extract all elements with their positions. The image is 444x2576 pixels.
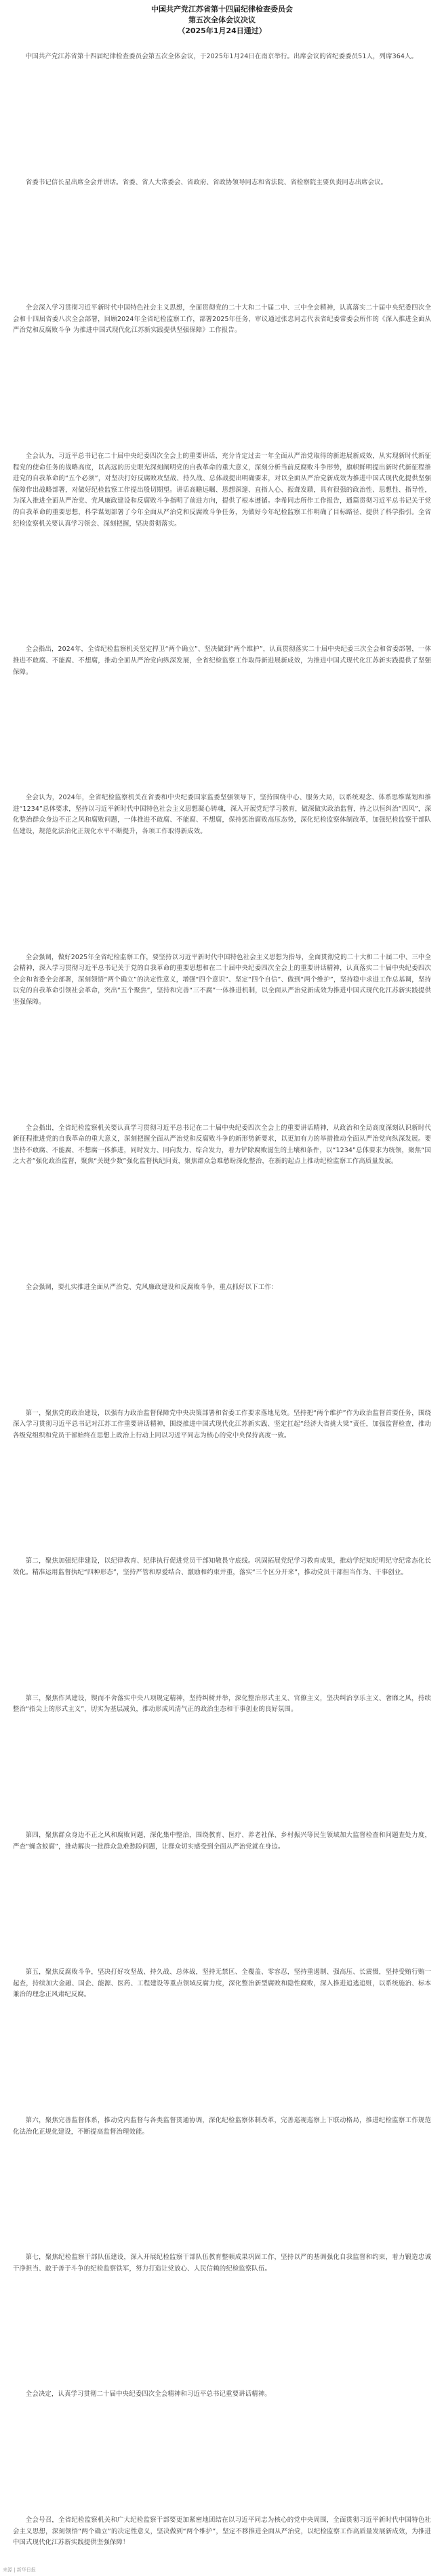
- paragraph: 全会指出，全省纪检监察机关要认真学习贯彻习近平总书记在二十届中央纪委四次全会上的重要讲话精神，从政治和全局高度深刻认识新时代新征程推进党的自我革命的重大意义，深刻把握全面从严治党和反腐败斗争的新形势新要求，以更加有力的举措推动全面从严治党向纵深发展。要坚持不敢腐、不能腐、不想腐一体推进，同时发力、同向发力、综合发力，着力铲除腐败滋生的土壤和条件，以“1234”总体要求为统领，聚焦“国之大者”强化政治监督，聚焦“关键少数”强化监督执纪问责，聚焦群众急难愁盼深化整治，在新的起点上推动纪检监察工作高质量发展。: [13, 1124, 431, 1166]
- paragraph: 全会认为，习近平总书记在二十届中央纪委四次全会上的重要讲话，充分肯定过去一年全面从严治党取得的新进展新成效，从实现新时代新征程党的使命任务的战略高度，以高远的历史眼光深刻阐明党的自我革命的重大意义，深刻分析当前反腐败斗争形势，旗帜鲜明提出新时代新征程推进党的自我革命的“五个必须”，对坚决打好反腐败攻坚战、持久战、总体战提出明确要求，对以全面从严治党新成效为推进中国式现代化提供坚强保障作出战略部署，对做好纪检监察工作提出殷切期望。讲话高瞻远瞩、思想深邃、直指人心、振聋发聩，具有很强的政治性、思想性、指导性，为深入推进全面从严治党、党风廉政建设和反腐败斗争指明了前进方向，提供了根本遵循。李希同志所作工作报告，通篇贯彻习近平总书记关于党的自我革命的重要思想，科学谋划部署了今年全面从严治党和反腐败斗争任务，为做好今年纪检监察工作明确了目标路径、提供了科学指引。全省纪检监察机关要认真学习领会、深刻把握，坚决贯彻落实。: [13, 452, 431, 528]
- paragraph: 省委书记信长星出席全会并讲话。省委、省人大常委会、省政府、省政协领导同志和省法院、省检察院主要负责同志出席会议。: [25, 178, 388, 186]
- document-header: [0, 0, 444, 37]
- paragraph: 全会强调，要扎实推进全面从严治党、党风廉政建设和反腐败斗争，重点抓好以下工作：: [25, 1284, 278, 1291]
- document-body: [13, 51, 431, 2549]
- paragraph: 全会指出，2024年，全省纪检监察机关坚定捍卫“两个确立”、坚决做到“两个维护”，认真贯彻落实二十届中央纪委三次全会和省委部署，一体推进不敢腐、不能腐、不想腐，推动全面从严治党向纵深发展，全省纪检监察工作取得新进展新成效，为推进中国式现代化江苏新实践提供了坚强保障。: [13, 646, 431, 676]
- paragraph: 第二，聚焦加强纪律建设，以纪律教育、纪律执行促进党员干部知敬畏守底线。巩固拓展党纪学习教育成果，推动学纪知纪明纪守纪常态化长效化。精准运用监督执纪“四种形态”，坚持严管和厚爱结合、激励和约束并重，落实“三个区分开来”，推动党员干部担当作为、干事创业。: [13, 1557, 431, 1577]
- document-title-line3: （2025年1月24日通过）: [178, 26, 266, 35]
- paragraph: 全会决定，认真学习贯彻二十届中央纪委四次全会精神和习近平总书记重要讲话精神。: [25, 2390, 271, 2399]
- paragraph: 第六，聚焦完善监督体系，推动党内监督与各类监督贯通协调，深化纪检监察体制改革，完善巡视巡察上下联动格局，推进纪检监察工作规范化法治化正规化建设，不断提高监督治理效能。: [13, 2117, 431, 2136]
- paragraph: 全会深入学习贯彻习近平新时代中国特色社会主义思想，全面贯彻党的二十大和二十届二中、三中全会精神，认真落实二十届中央纪委四次全会和十四届省委八次全会部署，回顾2024年全省纪检监察工作，部署2025年任务，审议通过张忠同志代表省纪委常委会所作的《深入推进全面从严治党和反腐败斗争 为推进中国式现代化江苏新实践提供坚强保障》工作报告。: [13, 304, 431, 335]
- paragraph: 全会强调，做好2025年全省纪检监察工作，要坚持以习近平新时代中国特色社会主义思想为指导，全面贯彻党的二十大和二十届二中、三中全会精神，深入学习贯彻习近平总书记关于党的自我革命的重要思想和在二十届中央纪委四次全会上的重要讲话精神，认真落实二十届中央纪委四次全会和省委全会部署，深刻领悟“两个确立”的决定性意义，增强“四个意识”、坚定“四个自信”、做到“两个维护”，坚持稳中求进工作总基调，坚持以党的自我革命引领社会革命，突出“五个聚焦”，坚持和完善“三不腐”一体推进机制，以全面从严治党新成效为推进中国式现代化江苏新实践提供坚强保障。: [13, 953, 431, 1006]
- source-footer: 来源 | 新华日报: [3, 2567, 36, 2573]
- paragraph: 第三，聚焦作风建设，锲而不舍落实中央八项规定精神，坚持纠树并举，深化整治形式主义、官僚主义，坚决纠治享乐主义、奢靡之风，持续整治“指尖上的形式主义”，切实为基层减负，推动形成风清气正的政治生态和干事创业的良好氛围。: [13, 1694, 431, 1714]
- paragraph: 第四，聚焦群众身边不正之风和腐败问题，深化集中整治，围绕教育、医疗、养老社保、乡村振兴等民生领域加大监督检查和问题查处力度，严查“蝇贪蚁腐”，推动解决一批群众急难愁盼问题，让群众切实感受到全面从严治党就在身边。: [13, 1831, 431, 1851]
- paragraph: 第五，聚焦反腐败斗争，坚决打好攻坚战、持久战、总体战，坚持无禁区、全覆盖、零容忍，坚持重遏制、强高压、长震慑，坚持受贿行贿一起查，持续加大金融、国企、能源、医药、工程建设等重点领域反腐力度，深化整治新型腐败和隐性腐败，深入推进追逃追赃，以系统施治、标本兼治的理念正风肃纪反腐。: [13, 1968, 431, 1999]
- paragraph: 全会认为，2024年，全省纪检监察机关在省委和中央纪委国家监委坚强领导下，坚持围绕中心、服务大局，以系统观念、体系思维谋划和推进“1234”总体要求，坚持以习近平新时代中国特色社会主义思想凝心铸魂，深入开展党纪学习教育，做深做实政治监督，持之以恒纠治“四风”，深化整治群众身边不正之风和腐败问题，一体推进不敢腐、不能腐、不想腐，保持惩治腐败高压态势，深化纪检监察体制改革，加强纪检监察干部队伍建设，规范化法治化正规化水平不断提升，各项工作取得新成效。: [13, 794, 431, 835]
- paragraph: 第一，聚焦党的政治建设，以强有力政治监督保障党中央决策部署和省委工作要求落地见效。坚持把“两个维护”作为政治监督首要任务，围绕深入学习贯彻习近平总书记对江苏工作重要讲话精神，围绕推进中国式现代化江苏新实践、坚定扛起“经济大省挑大梁”责任，加强监督检查，推动各级党组织和党员干部始终在思想上政治上行动上同以习近平同志为核心的党中央保持高度一致。: [13, 1409, 431, 1439]
- paragraph: 全会号召，全省纪检监察机关和广大纪检监察干部要更加紧密地团结在以习近平同志为核心的党中央周围，全面贯彻习近平新时代中国特色社会主义思想，深刻领悟“两个确立”的决定性意义，坚决做到“两个维护”，坚定不移推进全面从严治党，以纪检监察工作高质量发展新成效，为推进中国式现代化江苏新实践提供坚强保障！: [13, 2516, 431, 2547]
- paragraph: 第七，聚焦纪检监察干部队伍建设，深入开展纪检监察干部队伍教育整顿成果巩固工作，坚持以严的基调强化自我监督和约束，着力锻造忠诚干净担当、敢于善于斗争的纪检监察铁军，努力打造让党放心、人民信赖的纪检监察队伍。: [13, 2254, 431, 2273]
- paragraph: 中国共产党江苏省第十四届纪律检查委员会第五次全体会议，于2025年1月24日在南京举行。出席会议的省纪委委员51人，列席364人。: [25, 53, 418, 60]
- document-title-line1: 中国共产党江苏省第十四届纪律检查委员会: [151, 5, 293, 14]
- document-title-line2: 第五次全体会议决议: [188, 16, 256, 24]
